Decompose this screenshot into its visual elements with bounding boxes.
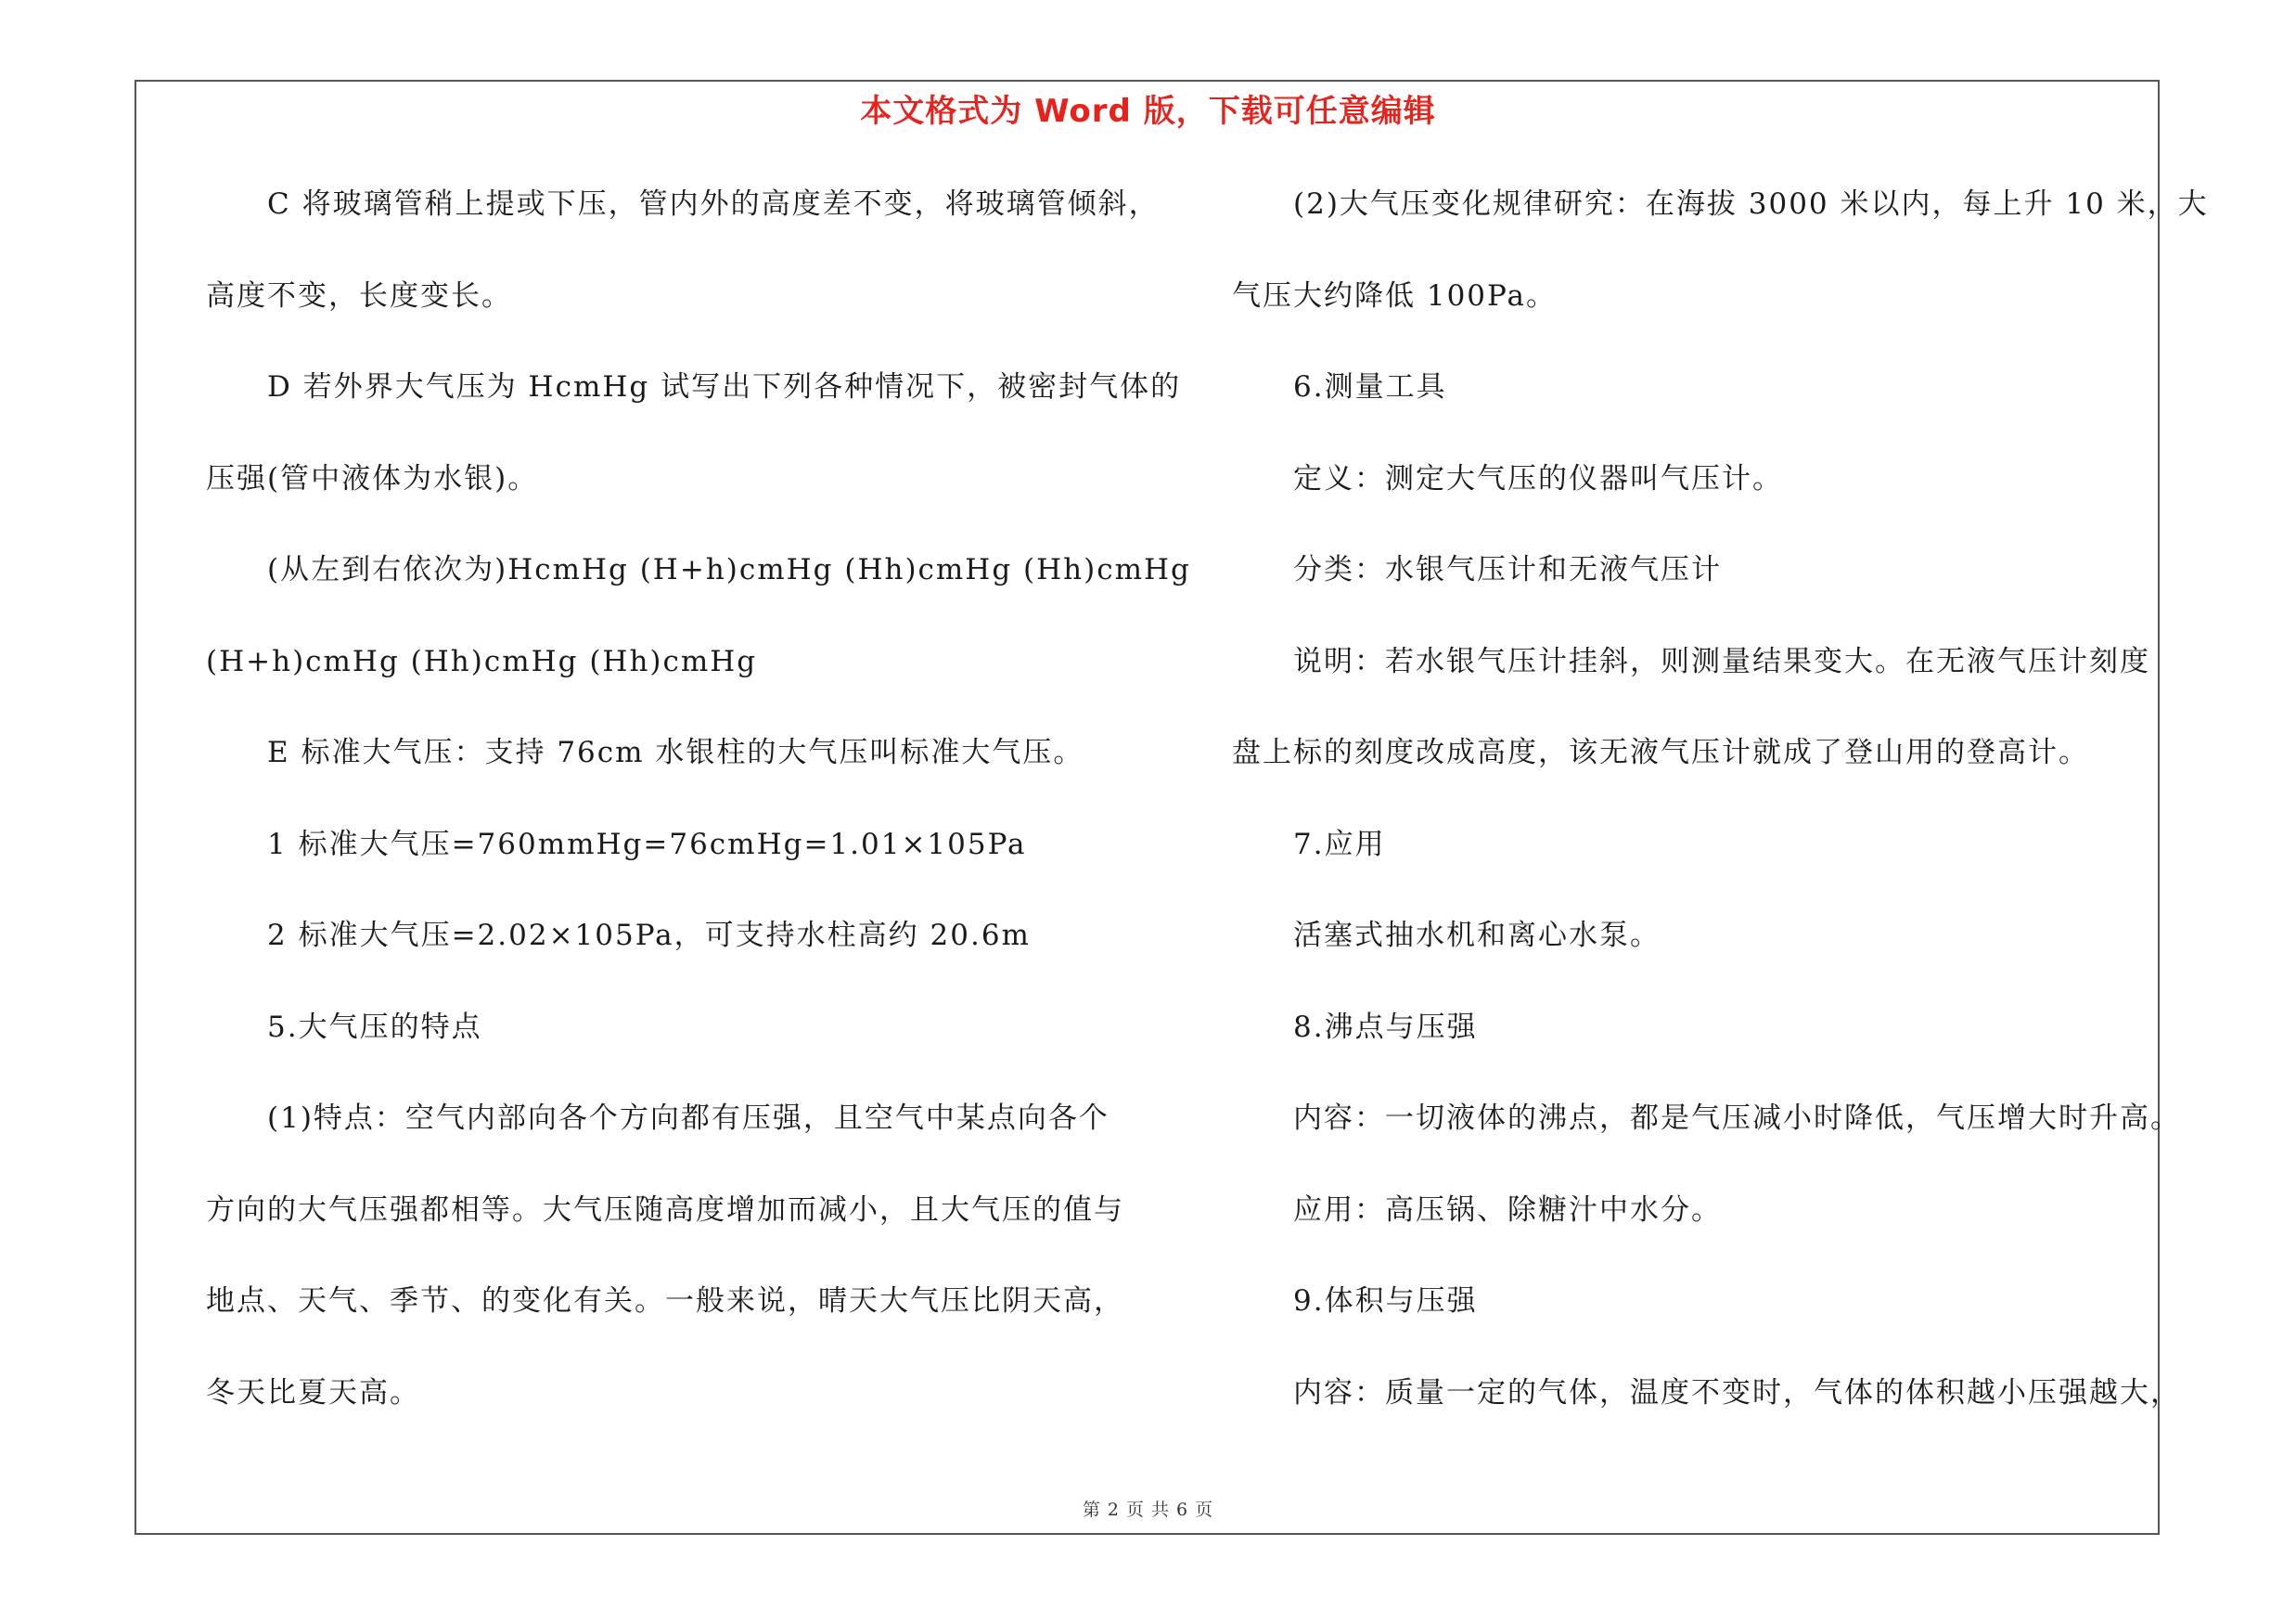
- text-line: D 若外界大气压为 HcmHg 试写出下列各种情况下，被密封气体的: [267, 370, 1182, 404]
- text-line: C 将玻璃管稍上提或下压，管内外的高度差不变，将玻璃管倾斜，: [267, 187, 1160, 221]
- text-line: E 标准大气压：支持 76cm 水银柱的大气压叫标准大气压。: [267, 736, 1084, 769]
- text-line: 冬天比夏天高。: [206, 1375, 420, 1410]
- text-line: 应用：高压锅、除糖汁中水分。: [1293, 1192, 1722, 1227]
- text-line: 盘上标的刻度改成高度，该无液气压计就成了登山用的登高计。: [1232, 736, 2089, 769]
- text-line: 方向的大气压强都相等。大气压随高度增加而减小，且大气压的值与: [206, 1192, 1124, 1227]
- text-line: 内容：一切液体的沸点，都是气压减小时降低，气压增大时升高。: [1293, 1101, 2181, 1135]
- text-line: 9.体积与压强: [1293, 1284, 1478, 1318]
- text-line: 7.应用: [1293, 827, 1386, 861]
- page-number-footer: 第 2 页 共 6 页: [1082, 1500, 1214, 1520]
- text-line: (从左到右依次为)HcmHg (H+h)cmHg (Hh)cmHg (Hh)cmHg: [267, 553, 1191, 586]
- text-line: 定义：测定大气压的仪器叫气压计。: [1293, 461, 1783, 496]
- text-line: 压强(管中液体为水银)。: [206, 461, 539, 496]
- text-line: 8.沸点与压强: [1293, 1010, 1478, 1044]
- text-line: 活塞式抽水机和离心水泵。: [1293, 919, 1661, 952]
- text-line: 2 标准大气压=2.02×105Pa，可支持水柱高约 20.6m: [267, 919, 1031, 952]
- text-line: 地点、天气、季节、的变化有关。一般来说，晴天大气压比阴天高，: [206, 1284, 1124, 1318]
- text-line: 分类：水银气压计和无液气压计: [1293, 553, 1722, 586]
- text-line: 高度不变，长度变长。: [206, 278, 512, 313]
- text-line: 1 标准大气压=760mmHg=76cmHg=1.01×105Pa: [267, 827, 1027, 861]
- text-line: 内容：质量一定的气体，温度不变时，气体的体积越小压强越大，: [1293, 1375, 2181, 1410]
- text-line: 气压大约降低 100Pa。: [1232, 278, 1557, 313]
- text-line: (1)特点：空气内部向各个方向都有压强，且空气中某点向各个: [267, 1101, 1110, 1135]
- text-line: (H+h)cmHg (Hh)cmHg (Hh)cmHg: [206, 644, 758, 678]
- text-line: 说明：若水银气压计挂斜，则测量结果变大。在无液气压计刻度: [1293, 644, 2150, 678]
- format-banner: 本文格式为 Word 版，下载可任意编辑: [860, 93, 1436, 130]
- text-line: 6.测量工具: [1293, 370, 1447, 404]
- text-line: (2)大气压变化规律研究：在海拔 3000 米以内，每上升 10 米，大: [1293, 187, 2209, 221]
- text-line: 5.大气压的特点: [267, 1010, 482, 1044]
